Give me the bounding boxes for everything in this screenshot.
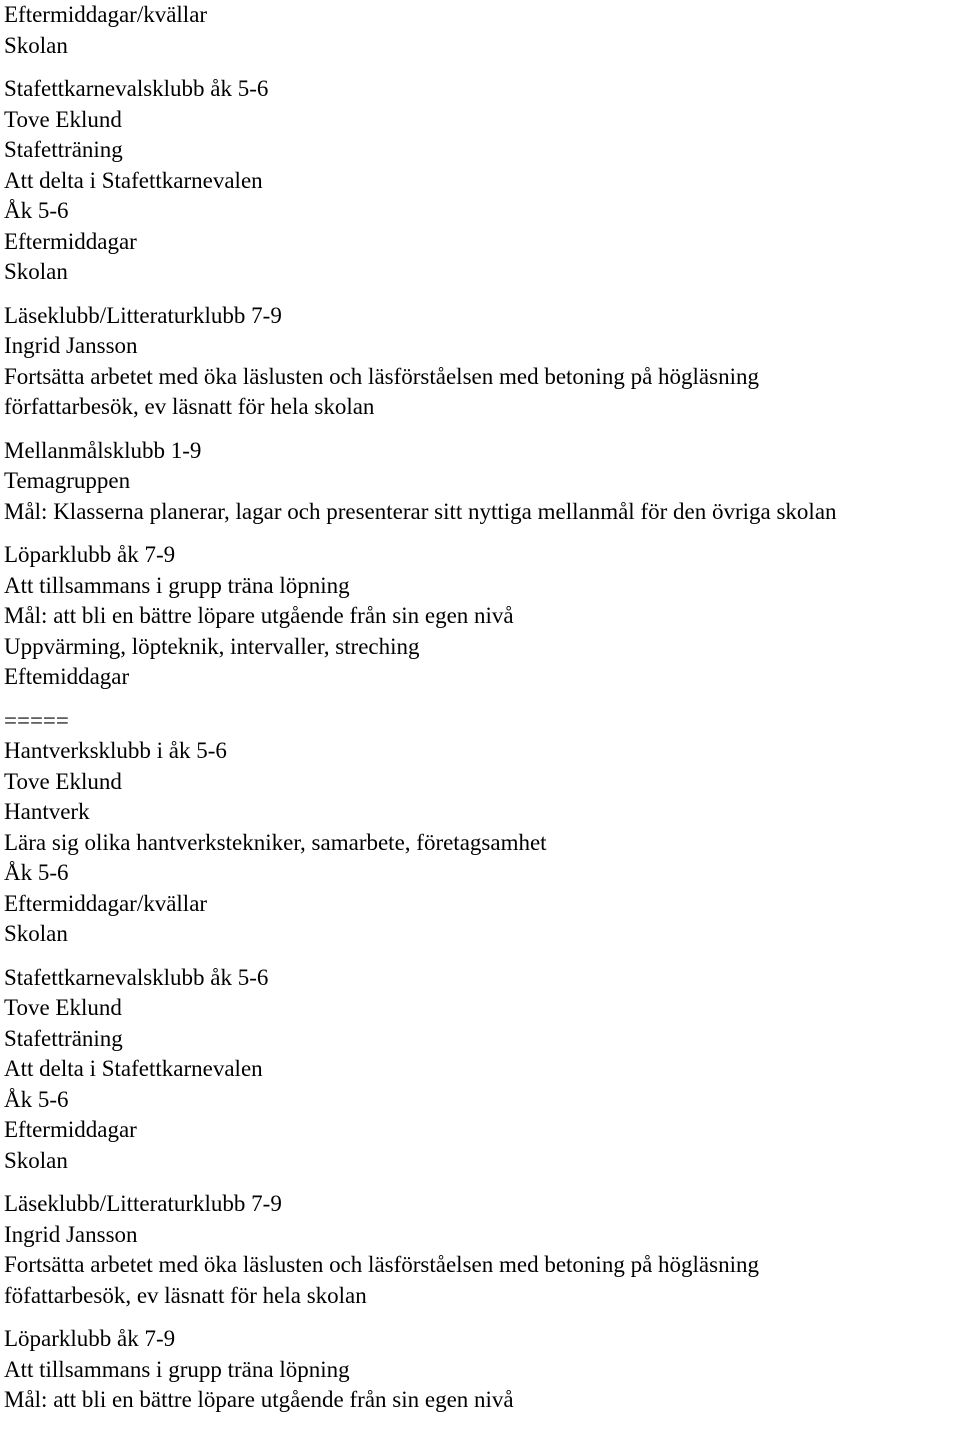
club-title: Mellanmålsklubb 1-9: [4, 437, 202, 463]
club-block-9: [4, 1324, 960, 1416]
schedule-line: Eftermiddagar/kvällar: [4, 2, 208, 27]
activity-line: Hantverk: [4, 799, 90, 824]
leader-line: Tove Eklund: [4, 106, 122, 132]
goal-line: Lära sig olika hantverkstekniker, samarbete, företagsamhet: [4, 829, 547, 855]
location-line: Skolan: [4, 259, 68, 284]
club-title: Stafettkarnevalsklubb åk 5-6: [4, 76, 269, 101]
separator-line: =====: [4, 707, 69, 733]
leader-line: Temagruppen: [4, 468, 131, 493]
location-line: Skolan: [4, 32, 68, 58]
description-line: Att tillsammans i grupp träna löpning: [4, 572, 350, 598]
description-line: föfattarbesök, ev läsnatt för hela skolan: [4, 1282, 367, 1308]
club-block-7: [4, 963, 960, 1177]
activity-line: Stafetträning: [4, 137, 123, 162]
club-title: Stafettkarnevalsklubb åk 5-6: [4, 964, 269, 990]
leader-line: Ingrid Jansson: [4, 333, 138, 358]
goal-line: Att delta i Stafettkarnevalen: [4, 1056, 263, 1081]
club-block-8: [4, 1189, 960, 1311]
club-title: Läseklubb/Litteraturklubb 7-9: [4, 1191, 282, 1216]
grade-line: Åk 5-6: [4, 1086, 69, 1112]
schedule-line: Eftermiddagar/kvällar: [4, 890, 208, 916]
leader-line: Tove Eklund: [4, 768, 122, 794]
club-title: Löparklubb åk 7-9: [4, 1326, 176, 1351]
club-block-3: [4, 301, 960, 423]
activity-line: Uppvärming, löpteknik, intervaller, streching: [4, 633, 420, 659]
description-line: Fortsätta arbetet med öka läslusten och läsförståelsen med betoning på högläsning: [4, 363, 759, 389]
club-block-6: [4, 706, 960, 950]
description-line: författarbesök, ev läsnatt för hela skolan: [4, 394, 375, 419]
grade-line: Åk 5-6: [4, 860, 69, 885]
club-block-1: [4, 0, 960, 61]
club-title: Löparklubb åk 7-9: [4, 542, 176, 567]
leader-line: Ingrid Jansson: [4, 1221, 138, 1247]
goal-line: Mål: att bli en bättre löpare utgående från sin egen nivå: [4, 603, 514, 628]
goal-line: Mål: att bli en bättre löpare utgående från sin egen nivå: [4, 1387, 514, 1412]
club-block-5: [4, 540, 960, 693]
goal-line: Mål: Klasserna planerar, lagar och presenterar sitt nyttiga mellanmål för den övriga skolan: [4, 498, 837, 524]
description-line: Fortsätta arbetet med öka läslusten och läsförståelsen med betoning på högläsning: [4, 1252, 759, 1277]
description-line: Att tillsammans i grupp träna löpning: [4, 1356, 350, 1382]
location-line: Skolan: [4, 1147, 68, 1173]
club-block-4: [4, 436, 960, 528]
goal-line: Att delta i Stafettkarnevalen: [4, 167, 263, 193]
grade-line: Åk 5-6: [4, 198, 69, 223]
activity-line: Stafetträning: [4, 1025, 123, 1051]
schedule-line: Eftermiddagar: [4, 1117, 137, 1142]
club-title: Läseklubb/Litteraturklubb 7-9: [4, 302, 282, 328]
club-block-2: [4, 74, 960, 288]
schedule-line: Eftermiddagar: [4, 228, 137, 254]
location-line: Skolan: [4, 921, 68, 946]
document-page: [4, 0, 960, 1429]
leader-line: Tove Eklund: [4, 995, 122, 1020]
schedule-line: Eftemiddagar: [4, 664, 130, 689]
club-title: Hantverksklubb i åk 5-6: [4, 738, 227, 763]
